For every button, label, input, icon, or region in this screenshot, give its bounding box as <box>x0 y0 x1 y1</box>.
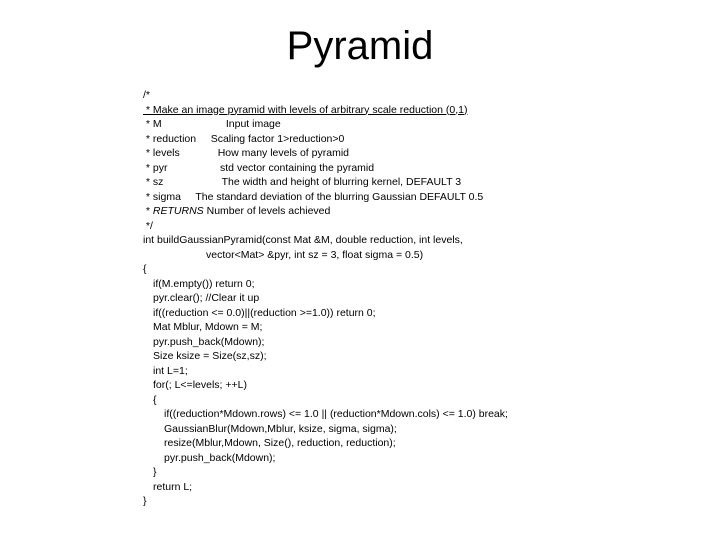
code-line: * Make an image pyramid with levels of arbitrary scale reduction (0,1) <box>143 103 468 116</box>
code-line: if((reduction <= 0.0)||(reduction >=1.0)) return 0; <box>153 306 376 319</box>
code-line: if((reduction*Mdown.rows) <= 1.0 || (reduction*Mdown.cols) <= 1.0) break; <box>164 408 508 420</box>
code-line: * pyr std vector containing the pyramid <box>143 161 375 174</box>
code-line: } <box>143 495 147 507</box>
code-line: * sigma The standard deviation of the blurring Gaussian DEFAULT 0.5 <box>143 190 484 203</box>
code-line: * sz The width and height of blurring kernel, DEFAULT 3 <box>143 176 462 188</box>
code-line: */ <box>143 219 153 232</box>
code-line: * reduction Scaling factor 1>reduction>0 <box>143 132 345 145</box>
code-line: * RETURNS Number of levels achieved <box>143 205 331 217</box>
code-line: if(M.empty()) return 0; <box>153 277 255 290</box>
code-line: * M Input image <box>143 118 281 130</box>
code-line: * levels How many levels of pyramid <box>143 147 349 159</box>
code-line: for(; L<=levels; ++L) <box>153 379 247 391</box>
code-line: vector<Mat> &pyr, int sz = 3, float sigma = 0.5) <box>206 248 424 261</box>
code-line: { <box>153 393 157 406</box>
code-line: pyr.push_back(Mdown); <box>153 335 265 348</box>
code-line: Size ksize = Size(sz,sz); <box>153 350 267 362</box>
code-line: GaussianBlur(Mdown,Mblur, ksize, sigma, sigma); <box>164 422 397 435</box>
code-line: Mat Mblur, Mdown = M; <box>153 321 263 333</box>
code-line: resize(Mblur,Mdown, Size(), reduction, reduction); <box>164 437 396 449</box>
code-line: int buildGaussianPyramid(const Mat &M, double reduction, int levels, <box>143 234 463 246</box>
code-line: { <box>143 263 147 275</box>
code-line: /* <box>143 89 151 101</box>
slide-title: Pyramid <box>286 24 434 68</box>
code-line: } <box>153 466 157 478</box>
code-line: int L=1; <box>153 364 188 377</box>
code-line: pyr.clear(); //Clear it up <box>153 292 260 304</box>
code-line: return L; <box>153 480 193 493</box>
code-line: pyr.push_back(Mdown); <box>164 451 276 464</box>
code-block <box>143 88 713 509</box>
